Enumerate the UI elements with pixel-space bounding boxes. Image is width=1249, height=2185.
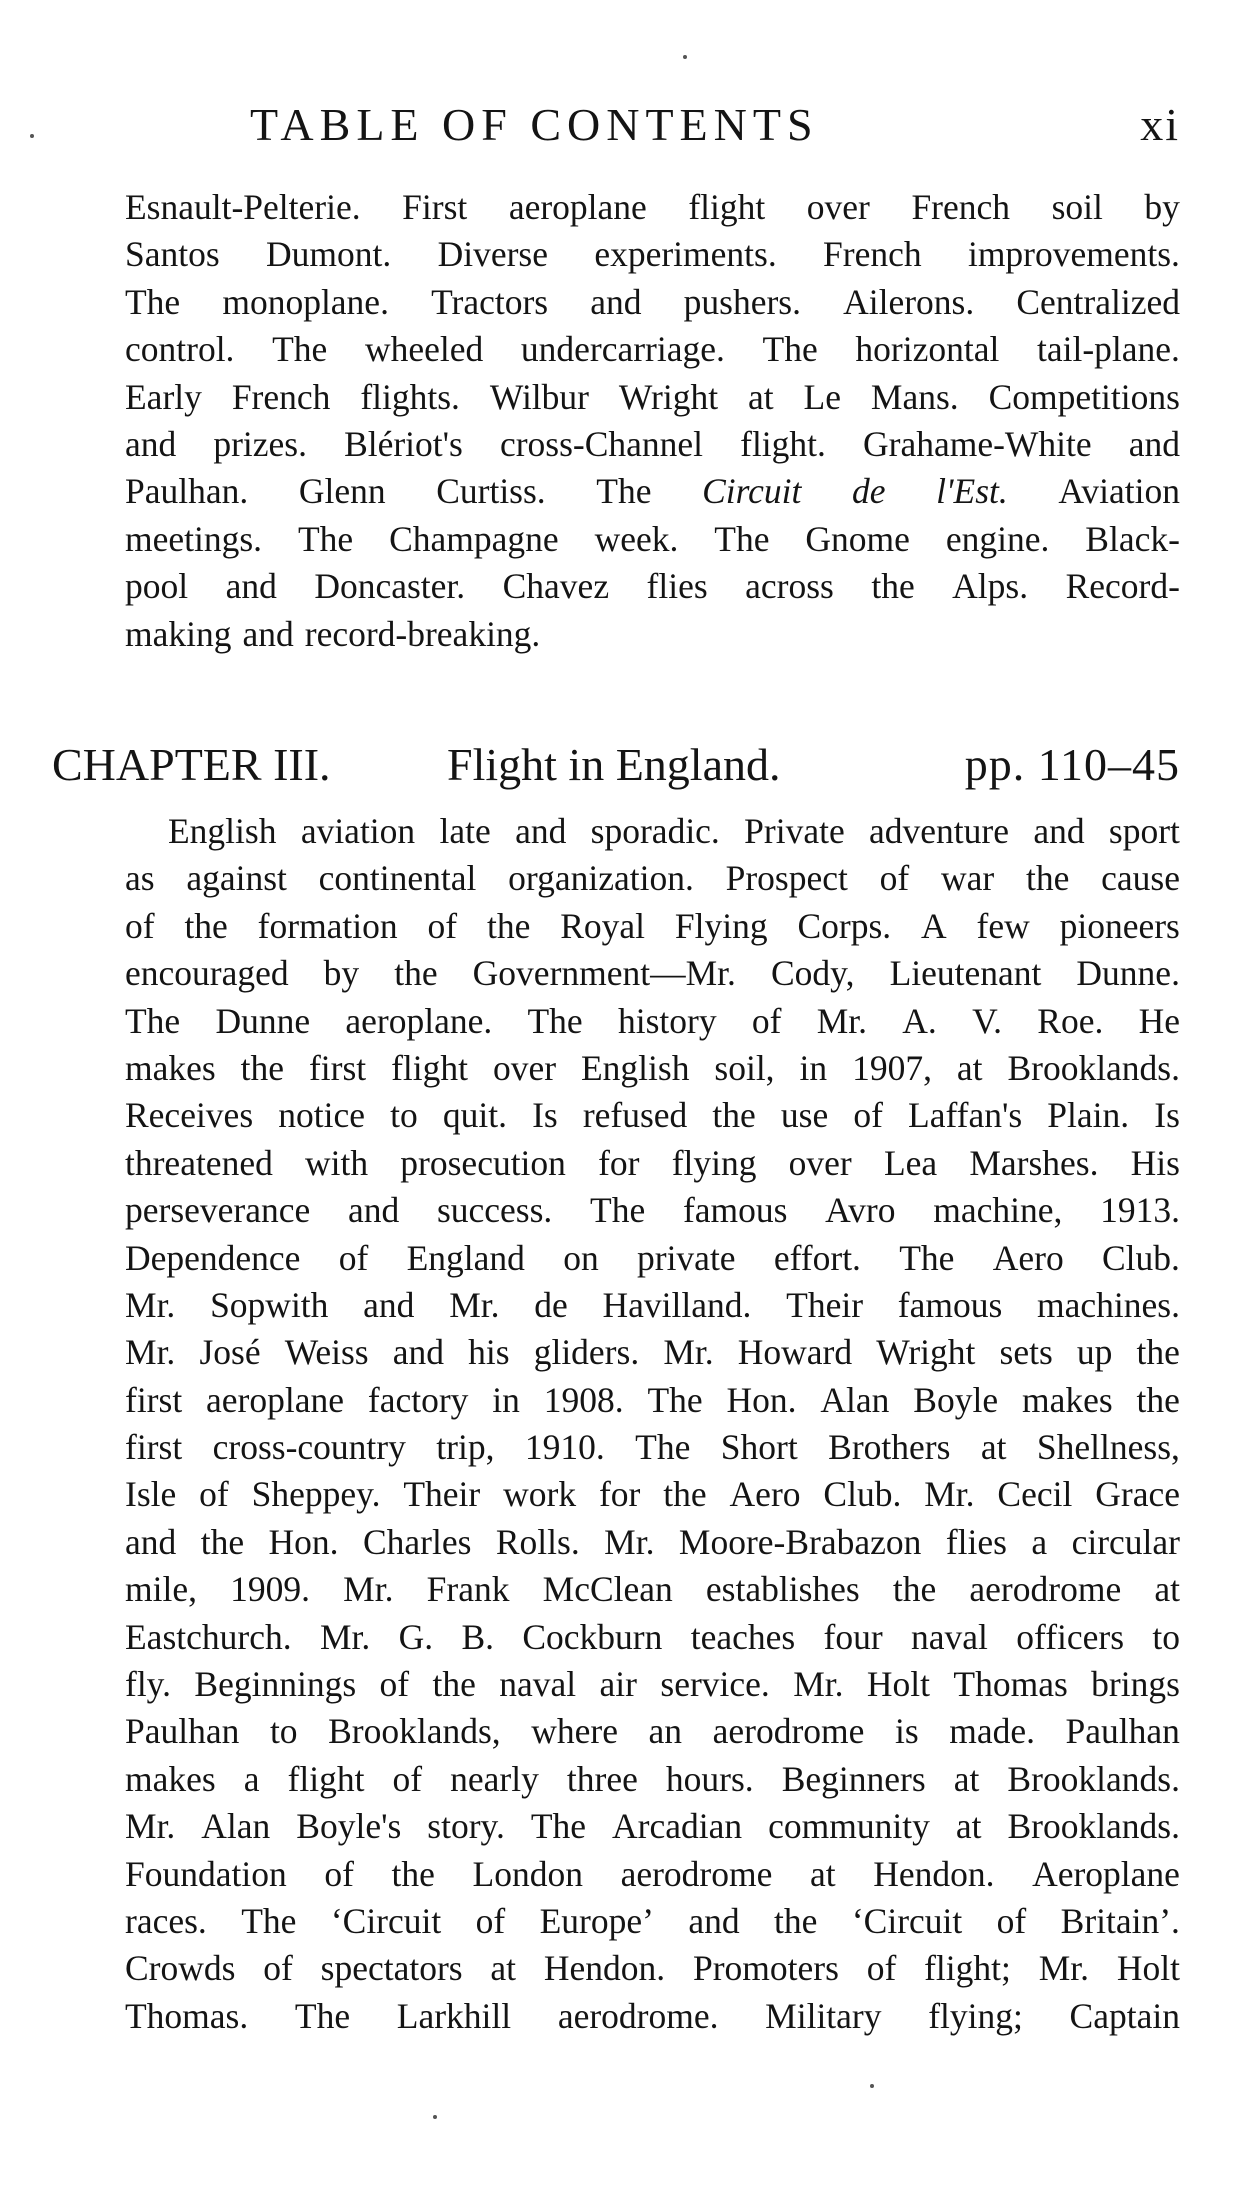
- summary-line: Mr. José Weiss and his gliders. Mr. Howard Wright sets up the: [125, 1332, 1180, 1373]
- summary-line: and the Hon. Charles Rolls. Mr. Moore-Brabazon flies a circular: [125, 1521, 1180, 1562]
- summary-line: Early French flights. Wilbur Wright at Le Mans. Competitions: [125, 376, 1180, 417]
- summary-line: and prizes. Blériot's cross-Channel flight. Grahame-White and: [125, 423, 1180, 464]
- running-title: TABLE OF CONTENTS: [250, 99, 819, 150]
- summary-line: of the formation of the Royal Flying Corps. A few pioneers: [125, 905, 1180, 946]
- summary-line: mile, 1909. Mr. Frank McClean establishes the aerodrome at: [125, 1569, 1180, 1610]
- summary-line: makes the first flight over English soil, in 1907, at Brooklands.: [125, 1047, 1180, 1088]
- summary-line: first aeroplane factory in 1908. The Hon. Alan Boyle makes the: [125, 1379, 1180, 1420]
- running-head: [125, 98, 1180, 158]
- summary-line: Dependence of England on private effort. The Aero Club.: [125, 1237, 1180, 1278]
- chapter-three-heading: [52, 738, 1180, 798]
- summary-line: races. The ‘Circuit of Europe’ and the ‘Circuit of Britain’.: [125, 1900, 1180, 1941]
- chapter-page-range: pp. 110–45: [964, 739, 1180, 790]
- summary-line: encouraged by the Government—Mr. Cody, Lieutenant Dunne.: [125, 953, 1180, 994]
- chapter-label: CHAPTER III.: [52, 739, 331, 790]
- summary-line: The monoplane. Tractors and pushers. Ailerons. Centralized: [125, 281, 1180, 322]
- summary-line: The Dunne aeroplane. The history of Mr. A. V. Roe. He: [125, 1000, 1180, 1041]
- summary-line: Thomas. The Larkhill aerodrome. Military flying; Captain: [125, 1995, 1180, 2036]
- summary-line: first cross-country trip, 1910. The Short Brothers at Shellness,: [125, 1427, 1180, 1468]
- page-number: xi: [1140, 99, 1180, 150]
- summary-line: Receives notice to quit. Is refused the use of Laffan's Plain. Is: [125, 1095, 1180, 1136]
- summary-line: threatened with prosecution for flying over Lea Marshes. His: [125, 1142, 1180, 1183]
- summary-line: pool and Doncaster. Chavez flies across the Alps. Record-: [125, 566, 1180, 607]
- summary-line: Mr. Alan Boyle's story. The Arcadian community at Brooklands.: [125, 1806, 1180, 1847]
- summary-line: perseverance and success. The famous Avro machine, 1913.: [125, 1190, 1180, 1231]
- summary-line: Crowds of spectators at Hendon. Promoters of flight; Mr. Holt: [125, 1948, 1180, 1989]
- page-speck: [30, 134, 34, 138]
- summary-line: Esnault-Pelterie. First aeroplane flight over French soil by: [125, 187, 1180, 227]
- summary-line: as against continental organization. Prospect of war the cause: [125, 858, 1180, 899]
- page-speck: [683, 55, 687, 59]
- summary-line: meetings. The Champagne week. The Gnome engine. Black-: [125, 518, 1180, 559]
- summary-line: Isle of Sheppey. Their work for the Aero Club. Mr. Cecil Grace: [125, 1474, 1180, 1515]
- summary-line: fly. Beginnings of the naval air service. Mr. Holt Thomas brings: [125, 1664, 1180, 1705]
- summary-line: makes a flight of nearly three hours. Beginners at Brooklands.: [125, 1758, 1180, 1799]
- page-speck: [870, 2084, 874, 2088]
- summary-line: control. The wheeled undercarriage. The horizontal tail-plane.: [125, 329, 1180, 370]
- summary-line: Eastchurch. Mr. G. B. Cockburn teaches four naval officers to: [125, 1616, 1180, 1657]
- summary-line: Mr. Sopwith and Mr. de Havilland. Their famous machines.: [125, 1284, 1180, 1325]
- chapter-two-summary: [125, 184, 1180, 658]
- chapter-three-summary: [125, 808, 1180, 2040]
- summary-line: Paulhan to Brooklands, where an aerodrome is made. Paulhan: [125, 1711, 1180, 1752]
- summary-line: making and record-breaking.: [125, 613, 541, 654]
- summary-line: Foundation of the London aerodrome at Hendon. Aeroplane: [125, 1853, 1180, 1894]
- chapter-title: Flight in England.: [447, 739, 781, 790]
- summary-line: Santos Dumont. Diverse experiments. French improvements.: [125, 234, 1180, 275]
- summary-line: English aviation late and sporadic. Private adventure and sport: [168, 811, 1180, 851]
- summary-line: Paulhan. Glenn Curtiss. The Circuit de l'Est. Aviation: [125, 471, 1180, 512]
- page-speck: [433, 2115, 437, 2119]
